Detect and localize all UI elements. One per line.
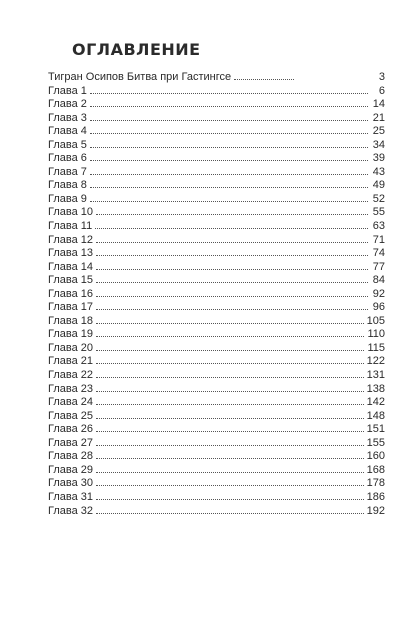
toc-entry [48, 328, 385, 342]
dot-leader [234, 79, 294, 80]
toc-entry-title: Глава 26 [48, 423, 94, 436]
toc-entry-page: 92 [372, 287, 385, 300]
toc-entry-page: 110 [367, 328, 385, 341]
toc-entry-title: Глава 29 [48, 463, 94, 476]
dot-leader [90, 133, 368, 134]
dot-leader [96, 404, 364, 405]
toc-entry [48, 301, 385, 315]
toc-entry [48, 288, 385, 302]
dot-leader [96, 363, 364, 364]
toc-entry-title: Глава 12 [48, 233, 94, 246]
toc-entry-title: Глава 30 [48, 477, 94, 490]
toc-entry [48, 450, 385, 464]
toc-entry [48, 491, 385, 505]
toc-entry-page: 178 [366, 477, 385, 490]
toc-entry-title: Глава 25 [48, 409, 94, 422]
dot-leader [96, 445, 364, 446]
toc-entry-page: 142 [366, 396, 385, 409]
toc-entry-page: 155 [366, 436, 385, 449]
toc-entry-title: Глава 18 [48, 314, 94, 327]
toc-entry [48, 274, 385, 288]
toc-entry-title: Глава 15 [48, 274, 94, 287]
toc-entry [48, 234, 385, 248]
toc-entry-title: Глава 21 [48, 355, 94, 368]
toc-entry [48, 383, 385, 397]
toc-entry-page: 138 [366, 382, 385, 395]
toc-entry-page: 74 [372, 247, 385, 260]
toc-entry-title: Глава 6 [48, 152, 87, 165]
toc-entry [48, 206, 385, 220]
dot-leader [90, 187, 368, 188]
toc-entry [48, 261, 385, 275]
dot-leader [96, 296, 368, 297]
toc-entry-title: Глава 23 [48, 382, 94, 395]
toc-entry-title: Глава 8 [48, 179, 87, 192]
toc-entry [48, 139, 385, 153]
toc-entry-page: 151 [366, 423, 385, 436]
toc-entry-page: 168 [366, 463, 385, 476]
dot-leader [90, 120, 368, 121]
toc-entry-page: 49 [372, 179, 385, 192]
dot-leader [96, 323, 364, 324]
dot-leader [96, 391, 364, 392]
toc-entry-page: 34 [372, 138, 385, 151]
toc-entry [48, 152, 385, 166]
toc-entry-intro [48, 71, 385, 85]
toc-entry-title: Глава 2 [48, 98, 87, 111]
dot-leader [96, 269, 368, 270]
dot-leader [96, 255, 368, 256]
toc-entry-title: Глава 3 [48, 111, 87, 124]
toc-entry-page: 3 [378, 71, 385, 83]
toc-entry [48, 166, 385, 180]
toc-entry [48, 247, 385, 261]
toc-entry-title: Глава 32 [48, 504, 94, 517]
dot-leader [95, 228, 368, 229]
dot-leader [90, 106, 368, 107]
toc-entry-page: 43 [372, 165, 385, 178]
toc-entry-page: 14 [372, 98, 385, 111]
dot-leader [96, 309, 368, 310]
toc-entry-page: 160 [366, 450, 385, 463]
toc-entry-title: Глава 11 [48, 220, 93, 233]
toc-entry-title: Глава 22 [48, 369, 94, 382]
toc-entry-page: 39 [372, 152, 385, 165]
toc-entry-title: Глава 17 [48, 301, 94, 314]
toc-entry [48, 396, 385, 410]
dot-leader [96, 377, 364, 378]
dot-leader [90, 201, 368, 202]
toc-entry-title: Глава 13 [48, 247, 94, 260]
toc-entry [48, 369, 385, 383]
toc-entry [48, 85, 385, 99]
toc-entry-page: 21 [372, 111, 385, 124]
toc-entry-page: 186 [366, 490, 385, 503]
toc-entry [48, 423, 385, 437]
toc-entry [48, 125, 385, 139]
toc-entry-title: Глава 20 [48, 341, 94, 354]
toc-entry [48, 179, 385, 193]
dot-leader [96, 485, 364, 486]
toc-entry-page: 71 [372, 233, 385, 246]
toc-entry-page: 96 [372, 301, 385, 314]
toc-entry [48, 437, 385, 451]
toc-list [48, 71, 385, 518]
toc-entry [48, 193, 385, 207]
toc-entry [48, 98, 385, 112]
dot-leader [96, 458, 364, 459]
toc-entry-page: 6 [378, 84, 385, 97]
dot-leader [96, 242, 368, 243]
toc-entry-title: Тигран Осипов Битва при Гастингсе [48, 71, 232, 83]
dot-leader [96, 336, 364, 337]
dot-leader [96, 214, 368, 215]
toc-entry-page: 63 [372, 220, 385, 233]
toc-entry [48, 342, 385, 356]
dot-leader [96, 513, 364, 514]
toc-entry [48, 112, 385, 126]
toc-entry-title: Глава 4 [48, 125, 87, 138]
toc-entry-title: Глава 9 [48, 192, 87, 205]
toc-entry-page: 115 [367, 341, 385, 354]
toc-entry-page: 55 [372, 206, 385, 219]
toc-entry-page: 52 [372, 192, 385, 205]
toc-entry-title: Глава 5 [48, 138, 87, 151]
dot-leader [90, 160, 368, 161]
dot-leader [90, 147, 368, 148]
toc-entry-page: 131 [366, 369, 385, 382]
toc-entry [48, 505, 385, 519]
dot-leader [96, 431, 364, 432]
toc-entry-page: 148 [366, 409, 385, 422]
dot-leader [96, 350, 364, 351]
toc-entry-page: 77 [372, 260, 385, 273]
toc-entry-title: Глава 28 [48, 450, 94, 463]
toc-entry-title: Глава 7 [48, 165, 87, 178]
toc-entry-page: 122 [366, 355, 385, 368]
toc-entry-title: Глава 16 [48, 287, 94, 300]
toc-entry-title: Глава 14 [48, 260, 94, 273]
toc-entry [48, 315, 385, 329]
toc-entry [48, 220, 385, 234]
toc-heading: ОГЛАВЛЕНИЕ [72, 40, 201, 59]
dot-leader [96, 282, 368, 283]
toc-entry-page: 25 [372, 125, 385, 138]
toc-entry-title: Глава 27 [48, 436, 94, 449]
toc-entry-title: Глава 10 [48, 206, 94, 219]
dot-leader [90, 93, 368, 94]
toc-entry-page: 105 [366, 314, 385, 327]
toc-entry-page: 192 [366, 504, 385, 517]
toc-entry [48, 410, 385, 424]
dot-leader [96, 418, 364, 419]
dot-leader [90, 174, 368, 175]
toc-entry-title: Глава 31 [48, 490, 94, 503]
toc-entry [48, 355, 385, 369]
dot-leader [96, 499, 364, 500]
toc-entry-page: 84 [372, 274, 385, 287]
toc-entry-title: Глава 19 [48, 328, 94, 341]
toc-entry-title: Глава 24 [48, 396, 94, 409]
toc-entry-title: Глава 1 [48, 84, 87, 97]
toc-entry [48, 464, 385, 478]
dot-leader [96, 472, 364, 473]
toc-entry [48, 477, 385, 491]
